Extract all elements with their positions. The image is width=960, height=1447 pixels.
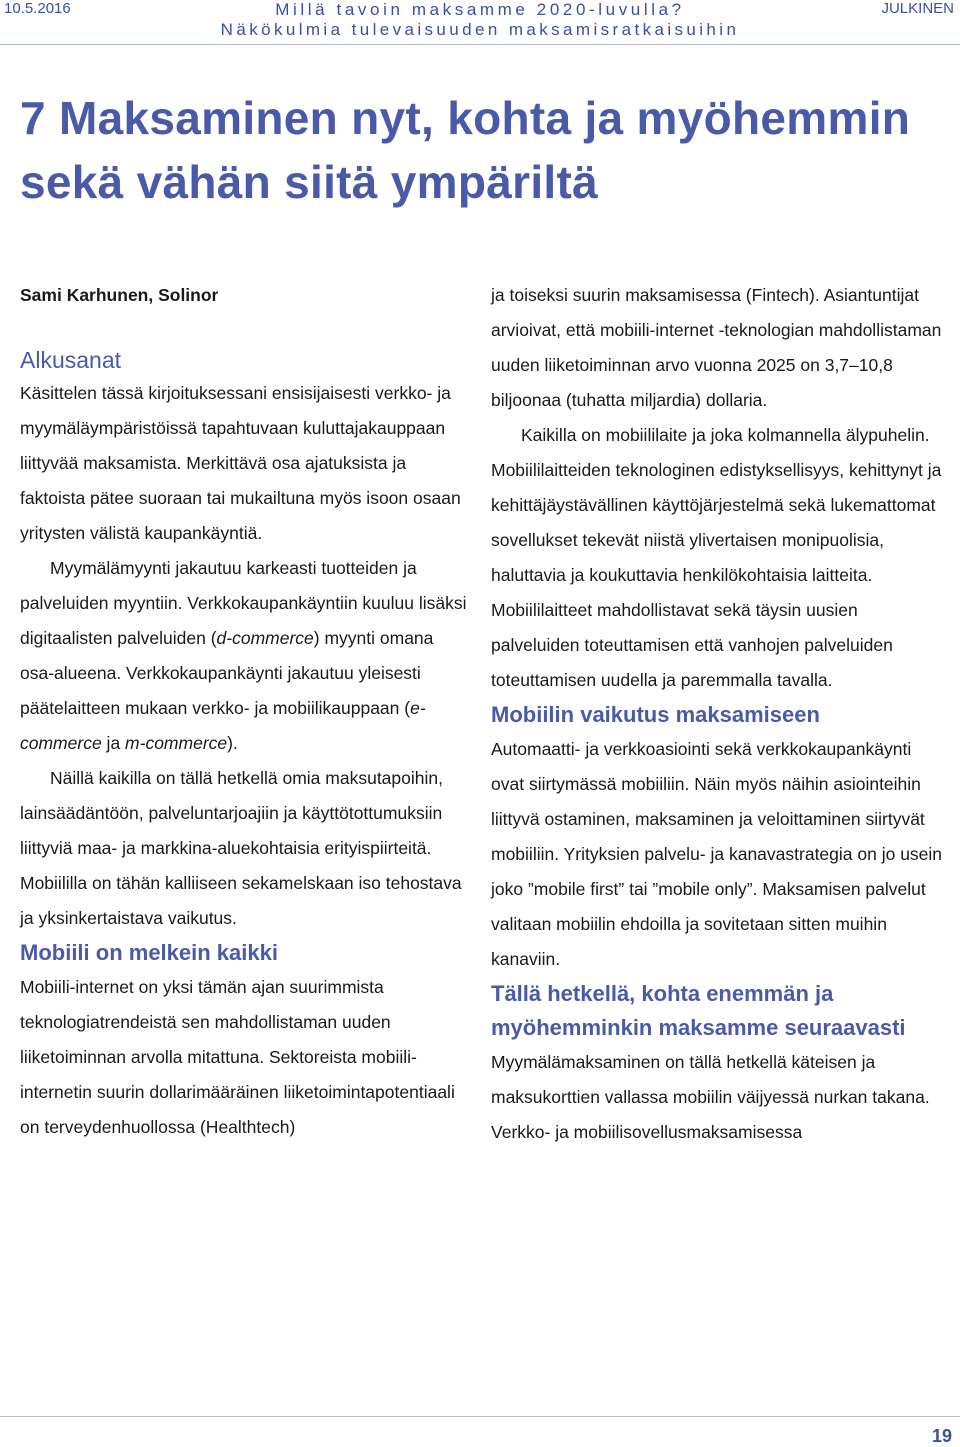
foreword-heading: Alkusanat bbox=[20, 347, 122, 373]
paragraph-store-sales: Myymälämyynti jakautuu karkeasti tuotteiden ja palveluiden myyntiin. Verkkokaupankäyntiin kuuluu lisäksi digitaalisten palveluiden (d-commerce) myynti omana osa-alueena. Verkkokaupankäynti jakautuu yleisesti päätelaitteen mukaan verkko- ja mobiilikauppaan (e-commerce ja m-commerce). bbox=[20, 558, 467, 753]
author-line: Sami Karhunen, Solinor bbox=[20, 285, 219, 305]
paragraph-store-payments: Myymälämaksaminen on tällä hetkellä käteisen ja maksukorttien vallassa mobiilin väijyessä nurkan takana. Verkko- ja mobiilisovellusmaksamisessa bbox=[491, 1052, 930, 1142]
section-heading-payments-now: Tällä hetkellä, kohta enemmän ja myöhemminkin maksamme seuraavasti bbox=[491, 981, 906, 1040]
chapter-title: 7 Maksaminen nyt, kohta ja myöhemmin sekä vähän siitä ympäriltä bbox=[20, 92, 911, 208]
header-divider bbox=[0, 44, 960, 45]
header-subtitle: Näkökulmia tulevaisuuden maksamisratkaisuihin bbox=[220, 20, 740, 39]
section-heading-mobile: Mobiili on melkein kaikki bbox=[20, 940, 278, 965]
section-heading-impact: Mobiilin vaikutus maksamiseen bbox=[491, 702, 820, 727]
paragraph-fintech: ja toiseksi suurin maksamisessa (Fintech). Asiantuntijat arvioivat, että mobiili-internet -teknologian mahdollistaman uuden liiketoiminnan arvo vuonna 2025 on 3,7–10,8 biljoonaa (tuhatta miljardia) dollaria. bbox=[491, 285, 942, 410]
page-number: 19 bbox=[931, 1426, 952, 1446]
header-classification: JULKINEN bbox=[881, 0, 954, 17]
paragraph-devices: Kaikilla on mobiililaite ja joka kolmannella älypuhelin. Mobiililaitteiden teknologinen edistyksellisyys, kehittynyt ja kehittäjäystävällinen käyttöjärjestelmä sekä lukemattomat sovellukset tekevät niistä ylivertaisen monipuolisia, haluttavia ja koukuttavia henkilökohtaisia laitteita. Mobiililaitteet mahdollistavat sekä täysin uusien palveluiden toteuttamisen että vanhojen palveluiden toteuttamisen uudella ja paremmalla tavalla. bbox=[491, 425, 942, 690]
paragraph-intro: Käsittelen tässä kirjoituksessani ensisijaisesti verkko- ja myymäläympäristöissä tapahtuvaan kuluttajakauppaan liittyvää maksamista. Merkittävä osa ajatuksista ja faktoista pätee suoraan tai mukailtuna myös isoon osaan yritysten välistä kaupankäyntiä. bbox=[20, 383, 461, 543]
paragraph-specifics: Näillä kaikilla on tällä hetkellä omia maksutapoihin, lainsäädäntöön, palveluntarjoajiin ja käyttötottumuksiin liittyviä maa- ja markkina-aluekohtaisia erityispiirteitä. Mobiililla on tähän kalliiseen sekamelskaan iso tehostava ja yksinkertaistava vaikutus. bbox=[20, 768, 462, 928]
header-date: 10.5.2016 bbox=[4, 0, 71, 17]
header-title: Millä tavoin maksamme 2020-luvulla? bbox=[275, 0, 685, 19]
paragraph-automation: Automaatti- ja verkkoasiointi sekä verkkokaupankäynti ovat siirtymässä mobiiliin. Näin myös näihin asiointeihin liittyvä ostaminen, maksaminen ja veloittaminen siirtyvät mobiiliin. Yrityksien palvelu- ja kanavastrategia on jo usein joko ”mobile first” tai ”mobile only”. Maksamisen palvelut valitaan mobiilin ehdoilla ja sovitetaan sitten muihin kanaviin. bbox=[491, 739, 943, 969]
footer-divider bbox=[0, 1416, 960, 1417]
paragraph-mobile-internet: Mobiili-internet on yksi tämän ajan suurimmista teknologiatrendeistä sen mahdollistaman uuden liiketoiminnan arvolla mitattuna. Sektoreista mobiili-internetin suurin dollarimääräinen liiketoimintapotentiaali on terveydenhuollossa (Healthtech) bbox=[20, 977, 455, 1137]
left-column bbox=[20, 278, 472, 1145]
page-header bbox=[0, 0, 960, 44]
right-column bbox=[491, 278, 943, 1150]
